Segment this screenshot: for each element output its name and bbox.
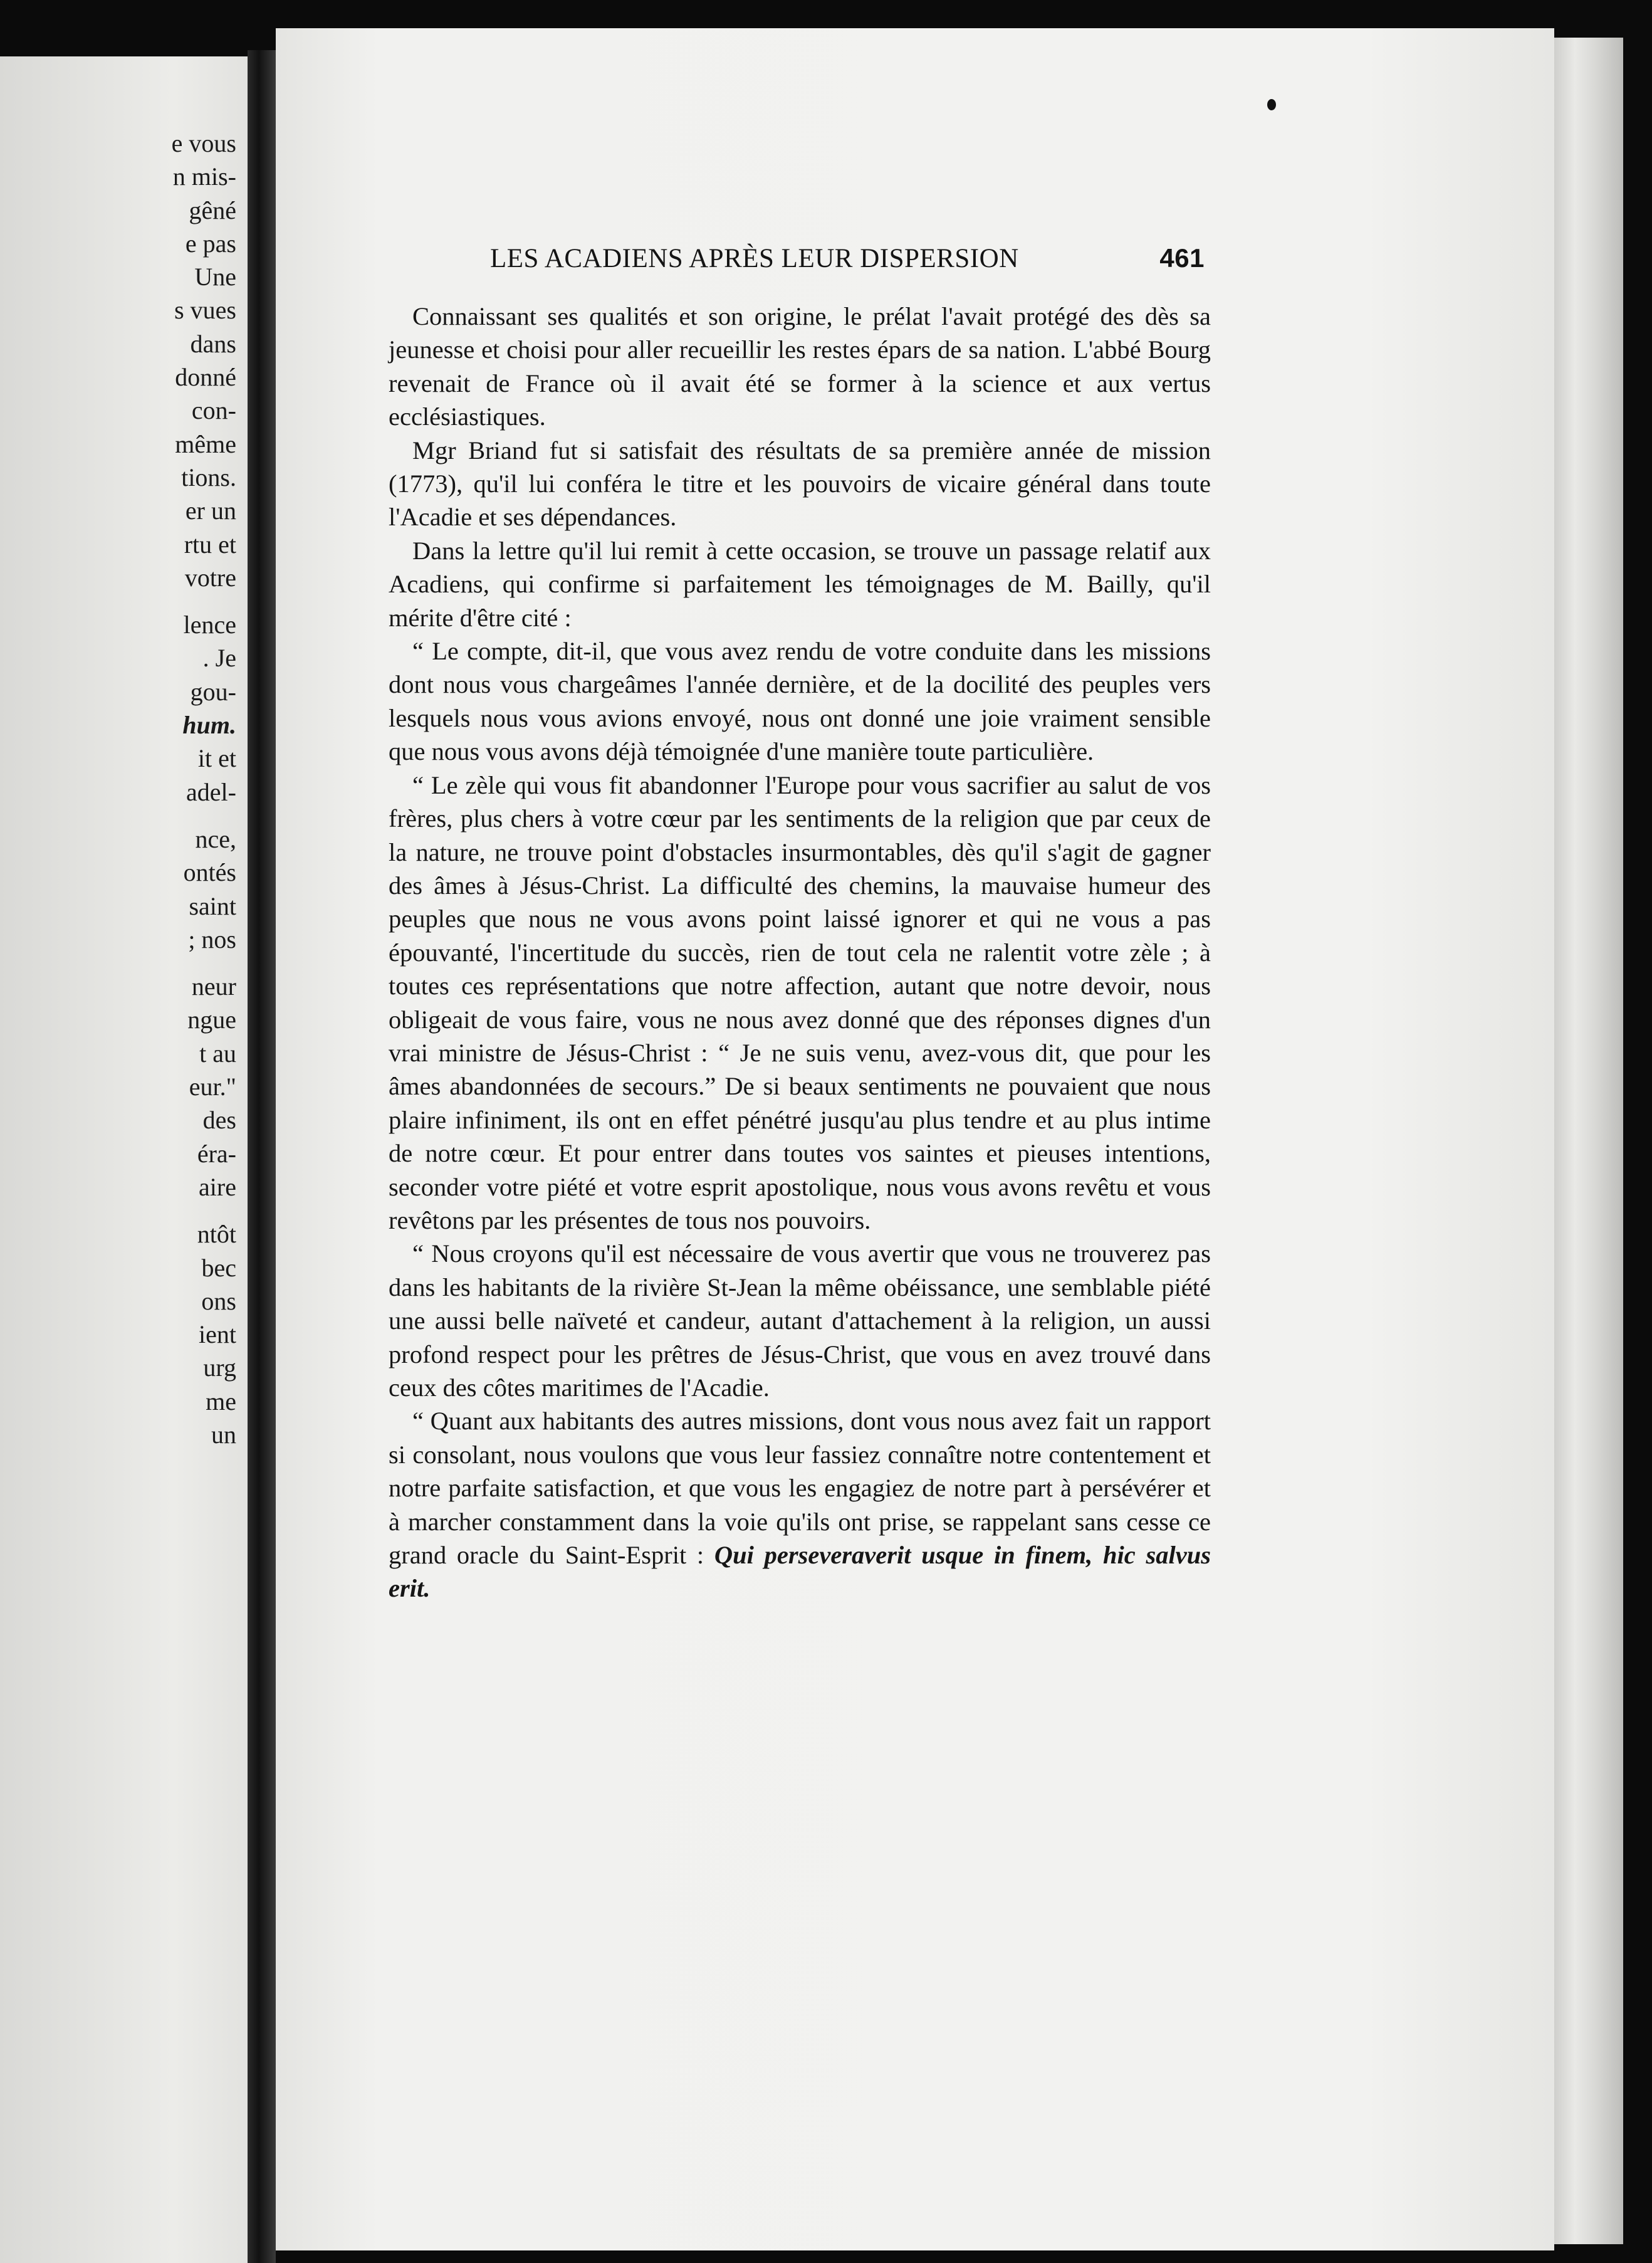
fragment-line: ient [199,1320,236,1349]
page-edge [1554,38,1623,2244]
fragment-line: ntôt [197,1220,236,1249]
paragraph: Mgr Briand fut si satisfait des résultats de sa première année de mission (1773), qu'il lui conféra le titre et les pouvoirs de vicaire général dans toute l'Acadie et ses dépendances. [389,436,1211,532]
paragraph: “ Le compte, dit-il, que vous avez rendu de votre conduite dans les missions dont nous vous chargeâmes l'année dernière, et de la docilité des peuples vers lesquels nous vous avions envoyé, nous ont donné une joie vraiment sensible que nous vous avons déjà témoignée d'une manière toute particulière. [389,637,1211,766]
fragment-line: tions. [181,463,236,491]
fragment-line: nce, [195,824,236,853]
fragment-line: des [202,1106,236,1135]
fragment-line: ontés [183,858,236,887]
previous-page-fragment [0,56,248,2263]
fragment-line: éra- [197,1139,236,1168]
fragment-line: e vous [171,129,236,157]
book-gutter [248,50,276,2263]
fragment-line: lence [183,611,236,639]
paragraph: Dans la lettre qu'il lui remit à cette occasion, se trouve un passage relatif aux Acadiens, qui confirme si parfaitement les témoignages de M. Bailly, qu'il mérite d'être cité : [389,536,1211,632]
page-body [389,300,1211,1605]
fragment-line: hum. [182,711,236,740]
running-title: LES ACADIENS APRÈS LEUR DISPERSION [490,244,1019,273]
fragment-line: dans [190,329,236,358]
fragment-line: neur [191,972,236,1001]
fragment-line: gêné [189,196,236,224]
fragment-line: me [206,1387,236,1415]
fragment-line: ; nos [188,925,236,953]
fragment-line: eur." [189,1073,236,1101]
fragment-line: n mis- [172,162,236,191]
fragment-line: même [175,429,236,458]
fragment-line: aire [199,1172,236,1201]
paragraph-final [389,1404,1211,1605]
paragraph: “ Nous croyons qu'il est nécessaire de vous avertir que vous ne trouverez pas dans les habitants de la rivière St-Jean la même obéissance, une semblable piété une aussi belle naïveté et candeur, autant d'attachement à la religion, un aussi profond respect pour les prêtres de Jésus-Christ, que vous en avez trouvé dans ceux des côtes maritimes de l'Acadie. [389,1239,1211,1402]
fragment-line: Une [194,263,236,291]
fragment-line: donné [175,363,236,392]
fragment-line: s vues [174,296,236,325]
fragment-line: urg [203,1353,236,1382]
fragment-line: con- [191,396,236,425]
fragment-line: e pas [185,229,236,258]
fragment-line: er un [185,496,236,525]
paragraph-text: “ Quant aux habitants des autres missions, dont vous nous avez fait un rapport si consolant, nous voulons que vous leur fassiez connaître notre contentement et notre parfaite satisfaction, et que vous les engagiez de notre part à persévérer et à marcher constamment dans la voie qu'ils ont prise, se rappelant sans cesse ce grand oracle du Saint-Esprit : [389,1407,1211,1570]
fragment-line: . Je [202,644,236,673]
fragment-line: bec [201,1253,236,1282]
paragraph: Connaissant ses qualités et son origine, le prélat l'avait protégé des dès sa jeunesse et choisi pour aller recueillir les restes épars de sa nation. L'abbé Bourg revenait de France où il avait été se former à la science et aux vertus ecclésiastiques. [389,302,1211,431]
page-number: 461 [1159,243,1205,273]
fragment-line: saint [189,891,236,920]
fragment-line: t au [199,1039,236,1068]
fragment-line: ngue [187,1005,236,1034]
paragraph: “ Le zèle qui vous fit abandonner l'Europe pour vous sacrifier au salut de vos frères, plus chers à votre cœur par les sentiments de la religion que par ceux de la nature, ne trouve point d'obstacles insurmontables, dès qu'il s'agit de gagner des âmes à Jésus-Christ. La difficulté des chemins, la mauvaise humeur des peuples que nous ne vous avons point laissé ignorer et qui ne vous a pas épouvanté, l'incertitude du succès, rien de tout cela ne ralentit votre zèle ; à toutes ces représentations que notre affection, autant que notre devoir, nous obligeait de vous faire, vous ne nous avez donné que des réponses dignes d'un vrai ministre de Jésus-Christ : “ Je ne suis venu, avez-vous dit, que pour les âmes abandonnées de secours.” De si beaux sentiments ne pouvaient que nous plaire infiniment, ils ont en effet pénétré jusqu'au plus tendre et au plus intime de notre cœur. Et pour entrer dans toutes vos saintes et pieuses intentions, seconder votre piété et votre esprit apostolique, nous vous avons revêtu et vous revêtons par les présentes de tous nos pouvoirs. [389,770,1211,1234]
fragment-line: it et [197,744,236,773]
latin-quotation: Qui perseveraverit usque in finem, hic salvus erit. [389,1541,1211,1603]
ink-speck [1267,99,1276,110]
previous-page-text [172,127,236,1451]
fragment-line: un [211,1420,236,1449]
fragment-line: adel- [186,777,236,806]
fragment-line: gou- [190,677,236,706]
fragment-line: ons [201,1286,236,1315]
fragment-line: votre [184,563,236,592]
page-header [490,243,1205,281]
fragment-line: rtu et [184,530,236,559]
